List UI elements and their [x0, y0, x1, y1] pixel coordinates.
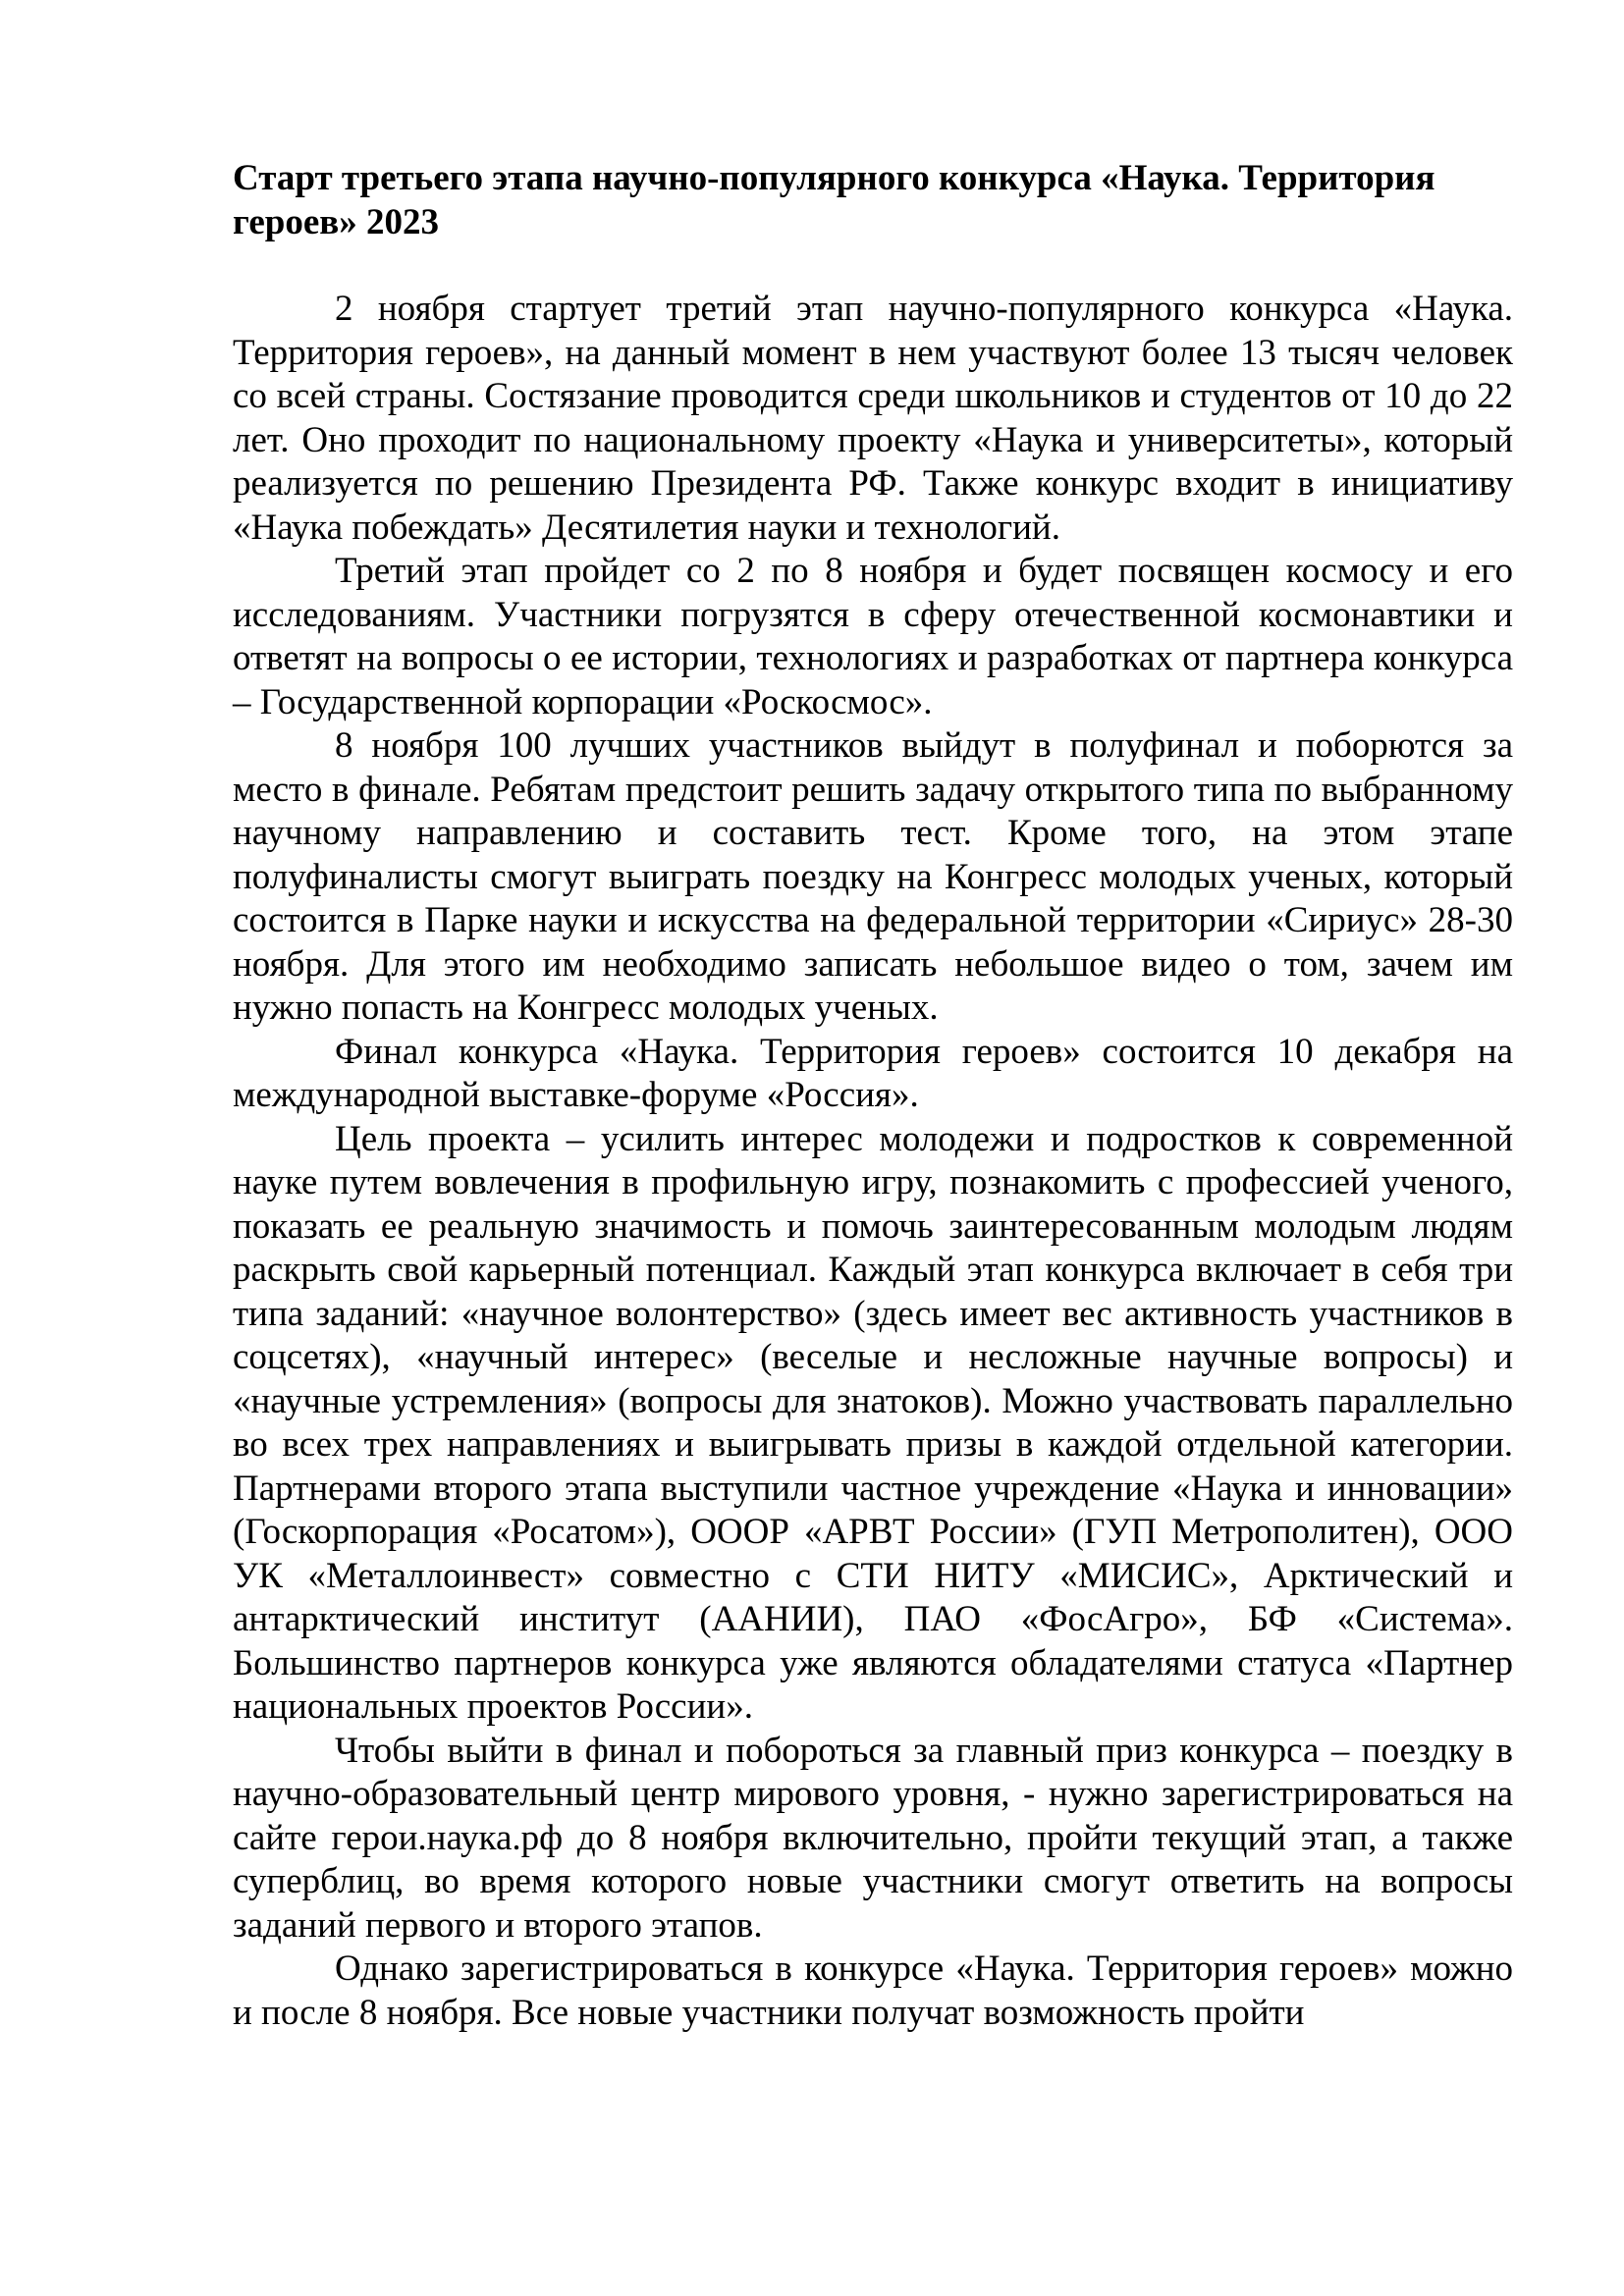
paragraph-late-registration: Однако зарегистрироваться в конкурсе «Наука. Территория героев» можно и после 8 ноября. Все новые участники получат возможность пройти [233, 1949, 1513, 2033]
paragraph-semifinal: 8 ноября 100 лучших участников выйдут в полуфинал и поборются за место в финале. Ребятам предстоит решить задачу открытого типа по выбранному научному направлению и составить тест. Кроме того, на этом этапе полуфиналисты смогут выиграть поездку на Конгресс молодых ученых, который состоится в Парке науки и искусства на федеральной территории «Сириус» 28-30 ноября. Для этого им необходимо записать небольшое видео о том, зачем им нужно попасть на Конгресс молодых ученых. [233, 725, 1513, 1028]
document-title: Старт третьего этапа научно-популярного конкурса «Наука. Территория героев» 2023 [233, 158, 1435, 242]
paragraph-third-stage: Третий этап пройдет со 2 по 8 ноября и будет посвящен космосу и его исследованиям. Участники погрузятся в сферу отечественной космонавтики и ответят на вопросы о ее истории, технологиях и разработках от партнера конкурса – Государственной корпорации «Роскосмос». [233, 551, 1513, 722]
paragraph-project-goal: Цель проекта – усилить интерес молодежи и подростков к современной науке путем вовлечения в профильную игру, познакомить с профессией ученого, показать ее реальную значимость и помочь заинтересованным молодым людям раскрыть свой карьерный потенциал. Каждый этап конкурса включает в себя три типа заданий: «научное волонтерство» (здесь имеет вес активность участников в соцсетях), «научный интерес» (веселые и несложные научные вопросы) и «научные устремления» (вопросы для знатоков). Можно участвовать параллельно во всех трех направлениях и выигрывать призы в каждой отдельной категории. Партнерами второго этапа выступили частное учреждение «Наука и инновации» (Госкорпорация «Росатом»), ОООР «АРВТ России» (ГУП Метрополитен), ООО УК «Металлоинвест» совместно с СТИ НИТУ «МИСИС», Арктический и антарктический институт (ААНИИ), ПАО «ФосАгро», БФ «Система». Большинство партнеров конкурса уже являются обладателями статуса «Партнер национальных проектов России». [233, 1118, 1513, 1727]
paragraph-start-announcement: 2 ноября стартует третий этап научно-популярного конкурса «Наука. Территория героев», на данный момент в нем участвуют более 13 тысяч человек со всей страны. Состязание проводится среди школьников и студентов от 10 до 22 лет. Оно проходит по национальному проекту «Наука и университеты», который реализуется по решению Президента РФ. Также конкурс входит в инициативу «Наука побеждать» Десятилетия науки и технологий. [233, 289, 1513, 548]
paragraph-final: Финал конкурса «Наука. Территория героев» состоится 10 декабря на международной выставке-форуме «Россия». [233, 1031, 1513, 1115]
document-body [233, 157, 1513, 2035]
paragraph-registration: Чтобы выйти в финал и побороться за главный приз конкурса – поездку в научно-образовательный центр мирового уровня, - нужно зарегистрироваться на сайте герои.наука.рф до 8 ноября включительно, пройти текущий этап, а также суперблиц, во время которого новые участники смогут ответить на вопросы заданий первого и второго этапов. [233, 1730, 1513, 1946]
